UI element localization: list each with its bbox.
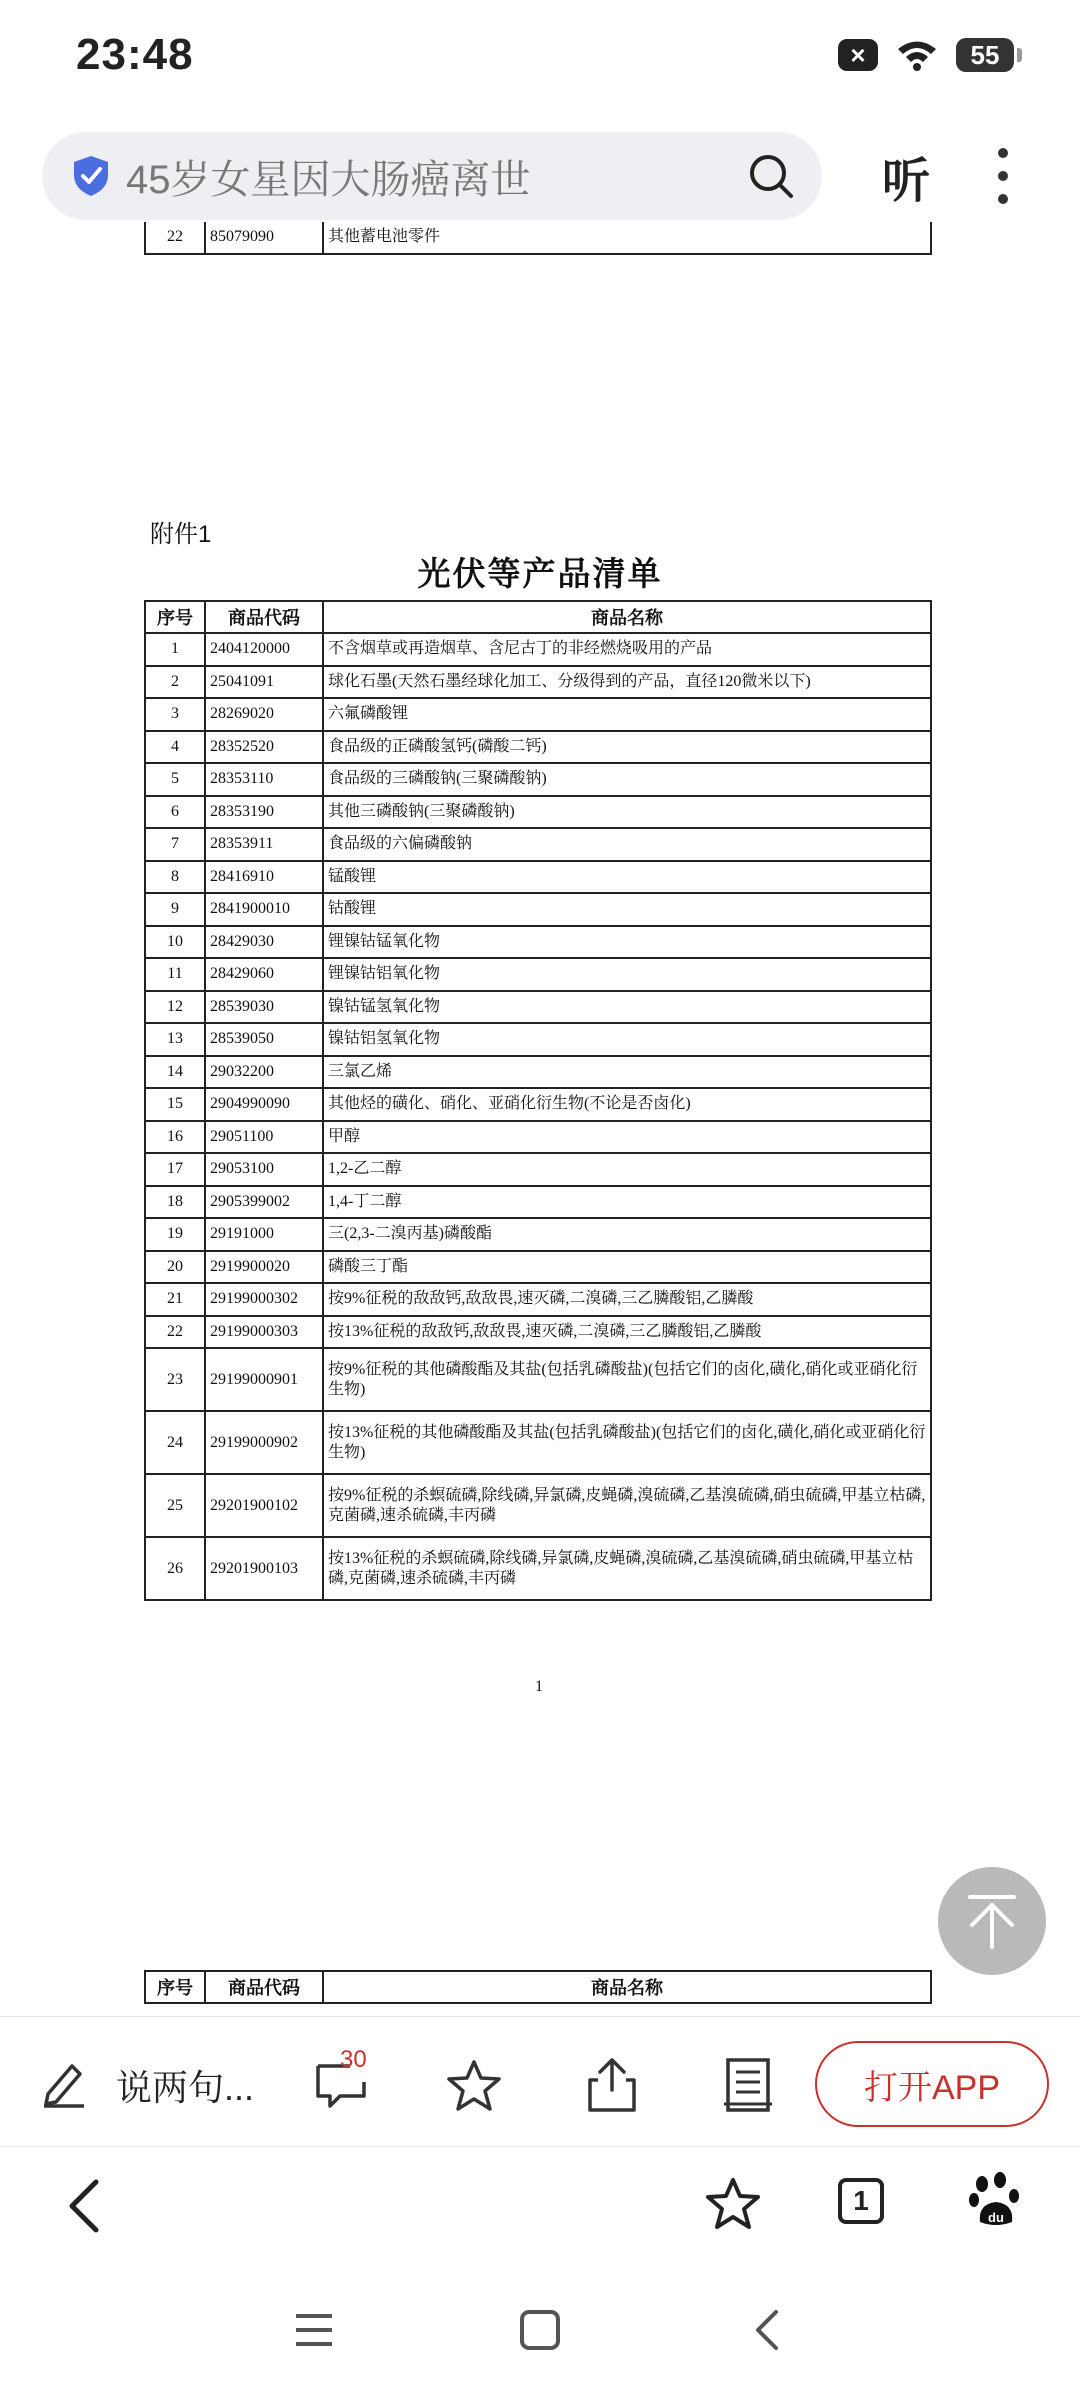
row-code: 28269020 xyxy=(205,698,323,731)
row-code: 2905399002 xyxy=(205,1186,323,1219)
row-no: 6 xyxy=(145,796,205,829)
row-no: 14 xyxy=(145,1056,205,1089)
row-name: 食品级的三磷酸钠(三聚磷酸钠) xyxy=(323,763,931,796)
row-no: 1 xyxy=(145,633,205,666)
arrow-up-icon xyxy=(960,1889,1024,1953)
share-icon[interactable] xyxy=(584,2054,640,2114)
row-name: 镍钴铝氢氧化物 xyxy=(323,1023,931,1056)
paw-icon[interactable] xyxy=(968,2172,1024,2230)
tabs-button[interactable]: 1 xyxy=(838,2178,884,2224)
table-row xyxy=(145,1056,931,1089)
row-code: 29053100 xyxy=(205,1153,323,1186)
table-row xyxy=(145,763,931,796)
system-back-icon[interactable] xyxy=(748,2306,784,2354)
search-query[interactable]: 45岁女星因大肠癌离世 xyxy=(126,157,531,202)
row-name: 锂镍钴铝氧化物 xyxy=(323,958,931,991)
row-code: 28429030 xyxy=(205,926,323,959)
table-row xyxy=(145,1251,931,1284)
row-name: 按13%征税的杀螟硫磷,除线磷,异氯磷,皮蝇磷,溴硫磷,乙基溴硫磷,硝虫硫磷,甲基立枯磷,克菌磷,速杀硫磷,丰丙磷 xyxy=(323,1537,931,1600)
row-name: 1,2-乙二醇 xyxy=(323,1153,931,1186)
row-name: 食品级的六偏磷酸钠 xyxy=(323,828,931,861)
row-no: 7 xyxy=(145,828,205,861)
search-icon[interactable] xyxy=(748,153,794,199)
table-row xyxy=(145,1537,931,1600)
row-name: 其他烃的磺化、硝化、亚硝化衍生物(不论是否卤化) xyxy=(323,1088,931,1121)
shield-icon xyxy=(72,155,110,197)
row-code: 2404120000 xyxy=(205,633,323,666)
row-name: 甲醇 xyxy=(323,1121,931,1154)
row-no: 11 xyxy=(145,958,205,991)
row-code: 29032200 xyxy=(205,1056,323,1089)
star-icon[interactable] xyxy=(444,2058,504,2114)
row-name: 按9%征税的杀螟硫磷,除线磷,异氯磷,皮蝇磷,溴硫磷,乙基溴硫磷,硝虫硫磷,甲基立枯磷,克菌磷,速杀硫磷,丰丙磷 xyxy=(323,1474,931,1537)
row-code: 29199000302 xyxy=(205,1283,323,1316)
comment-count-badge: 30 xyxy=(340,2046,367,2073)
table-row xyxy=(145,1088,931,1121)
row-no: 13 xyxy=(145,1023,205,1056)
search-bar[interactable] xyxy=(42,132,822,220)
row-no: 2 xyxy=(145,666,205,699)
row-code: 28429060 xyxy=(205,958,323,991)
row-no: 15 xyxy=(145,1088,205,1121)
browser-nav-bar xyxy=(0,2146,1080,2257)
row-no: 22 xyxy=(145,1316,205,1349)
table-row xyxy=(145,1153,931,1186)
comment-input[interactable]: 说两句... xyxy=(116,2067,255,2108)
row-code: 2919900020 xyxy=(205,1251,323,1284)
row-name: 三氯乙烯 xyxy=(323,1056,931,1089)
row-no: 25 xyxy=(145,1474,205,1537)
more-menu-icon[interactable] xyxy=(998,148,1010,217)
row-no: 10 xyxy=(145,926,205,959)
row-code: 28353911 xyxy=(205,828,323,861)
back-to-top-button[interactable] xyxy=(938,1867,1046,1975)
row-no: 19 xyxy=(145,1218,205,1251)
row-name: 钴酸锂 xyxy=(323,893,931,926)
row-code: 29199000902 xyxy=(205,1411,323,1474)
row-name: 六氟磷酸锂 xyxy=(323,698,931,731)
row-code: 2904990090 xyxy=(205,1088,323,1121)
row-code: 28352520 xyxy=(205,731,323,764)
row-code: 28353110 xyxy=(205,763,323,796)
battery-icon: 55 xyxy=(956,38,1014,72)
table-row xyxy=(145,1474,931,1537)
row-name: 其他三磷酸钠(三聚磷酸钠) xyxy=(323,796,931,829)
document-title: 光伏等产品清单 xyxy=(417,557,663,593)
row-no: 21 xyxy=(145,1283,205,1316)
annex-label: 附件1 xyxy=(150,521,212,548)
row-code: 85079090 xyxy=(205,222,323,254)
row-no: 8 xyxy=(145,861,205,894)
row-name: 按13%征税的其他磷酸酯及其盐(包括乳磷酸盐)(包括它们的卤化,磺化,硝化或亚硝化衍生物) xyxy=(323,1411,931,1474)
header-code: 商品代码 xyxy=(205,1971,323,2003)
header-name: 商品名称 xyxy=(323,1971,931,2003)
back-icon[interactable] xyxy=(62,2176,106,2236)
row-no: 18 xyxy=(145,1186,205,1219)
table-row xyxy=(145,1316,931,1349)
row-no: 4 xyxy=(145,731,205,764)
table-row xyxy=(145,893,931,926)
open-app-button[interactable]: 打开APP xyxy=(815,2041,1049,2127)
favorite-icon[interactable] xyxy=(704,2176,762,2232)
row-no: 5 xyxy=(145,763,205,796)
table-row xyxy=(145,861,931,894)
table-row xyxy=(145,828,931,861)
table-row xyxy=(145,1186,931,1219)
row-no: 20 xyxy=(145,1251,205,1284)
table-row xyxy=(145,1218,931,1251)
row-code: 29191000 xyxy=(205,1218,323,1251)
row-name: 按9%征税的其他磷酸酯及其盐(包括乳磷酸盐)(包括它们的卤化,磺化,硝化或亚硝化衍生物) xyxy=(323,1348,931,1411)
menu-icon[interactable] xyxy=(292,2310,336,2350)
table-row xyxy=(145,796,931,829)
row-code: 29199000901 xyxy=(205,1348,323,1411)
row-name: 不含烟草或再造烟草、含尼古丁的非经燃烧吸用的产品 xyxy=(323,633,931,666)
row-name: 按13%征税的敌敌钙,敌敌畏,速灭磷,二溴磷,三乙膦酸铝,乙膦酸 xyxy=(323,1316,931,1349)
reader-mode-icon[interactable] xyxy=(722,2056,774,2114)
table-row xyxy=(145,991,931,1024)
row-code: 29201900103 xyxy=(205,1537,323,1600)
row-name: 按9%征税的敌敌钙,敌敌畏,速灭磷,二溴磷,三乙膦酸铝,乙膦酸 xyxy=(323,1283,931,1316)
row-name: 磷酸三丁酯 xyxy=(323,1251,931,1284)
row-name: 三(2,3-二溴丙基)磷酸酯 xyxy=(323,1218,931,1251)
row-no: 22 xyxy=(145,222,205,254)
row-no: 16 xyxy=(145,1121,205,1154)
header-name: 商品名称 xyxy=(323,601,931,633)
row-code: 29199000303 xyxy=(205,1316,323,1349)
row-code: 28539050 xyxy=(205,1023,323,1056)
table-row xyxy=(145,926,931,959)
next-page-table xyxy=(144,1970,932,2004)
row-name: 其他蓄电池零件 xyxy=(323,222,931,254)
table-row xyxy=(145,1411,931,1474)
row-code: 28539030 xyxy=(205,991,323,1024)
table-row xyxy=(145,958,931,991)
row-name: 镍钴锰氢氧化物 xyxy=(323,991,931,1024)
table-row xyxy=(145,1121,931,1154)
pencil-icon[interactable] xyxy=(40,2058,88,2108)
notification-icon: × xyxy=(838,39,878,71)
row-no: 26 xyxy=(145,1537,205,1600)
header-no: 序号 xyxy=(145,1971,205,2003)
table-row xyxy=(145,731,931,764)
home-icon[interactable] xyxy=(518,2308,562,2352)
row-no: 9 xyxy=(145,893,205,926)
svg-text:du: du xyxy=(988,2210,1004,2225)
table-row xyxy=(145,698,931,731)
row-no: 24 xyxy=(145,1411,205,1474)
table-row xyxy=(145,633,931,666)
table-row xyxy=(145,1023,931,1056)
row-no: 3 xyxy=(145,698,205,731)
table-row xyxy=(145,1283,931,1316)
row-code: 29201900102 xyxy=(205,1474,323,1537)
table-row xyxy=(145,666,931,699)
row-name: 球化石墨(天然石墨经球化加工、分级得到的产品，直径120微米以下) xyxy=(323,666,931,699)
row-no: 23 xyxy=(145,1348,205,1411)
row-code: 25041091 xyxy=(205,666,323,699)
row-code: 2841900010 xyxy=(205,893,323,926)
page-number: 1 xyxy=(535,1678,543,1695)
header-code: 商品代码 xyxy=(205,601,323,633)
wifi-icon xyxy=(896,38,938,72)
previous-page-table xyxy=(144,222,932,255)
row-no: 17 xyxy=(145,1153,205,1186)
row-name: 锂镍钴锰氧化物 xyxy=(323,926,931,959)
row-name: 锰酸锂 xyxy=(323,861,931,894)
listen-button[interactable]: 听 xyxy=(882,155,931,208)
status-time: 23:48 xyxy=(76,30,194,79)
row-code: 29051100 xyxy=(205,1121,323,1154)
row-code: 28416910 xyxy=(205,861,323,894)
status-icons xyxy=(838,38,1014,72)
row-name: 1,4-丁二醇 xyxy=(323,1186,931,1219)
table-header-row xyxy=(145,601,931,633)
row-code: 28353190 xyxy=(205,796,323,829)
product-list-table xyxy=(144,600,932,1601)
row-name: 食品级的正磷酸氢钙(磷酸二钙) xyxy=(323,731,931,764)
row-no: 12 xyxy=(145,991,205,1024)
header-no: 序号 xyxy=(145,601,205,633)
table-row xyxy=(145,1348,931,1411)
